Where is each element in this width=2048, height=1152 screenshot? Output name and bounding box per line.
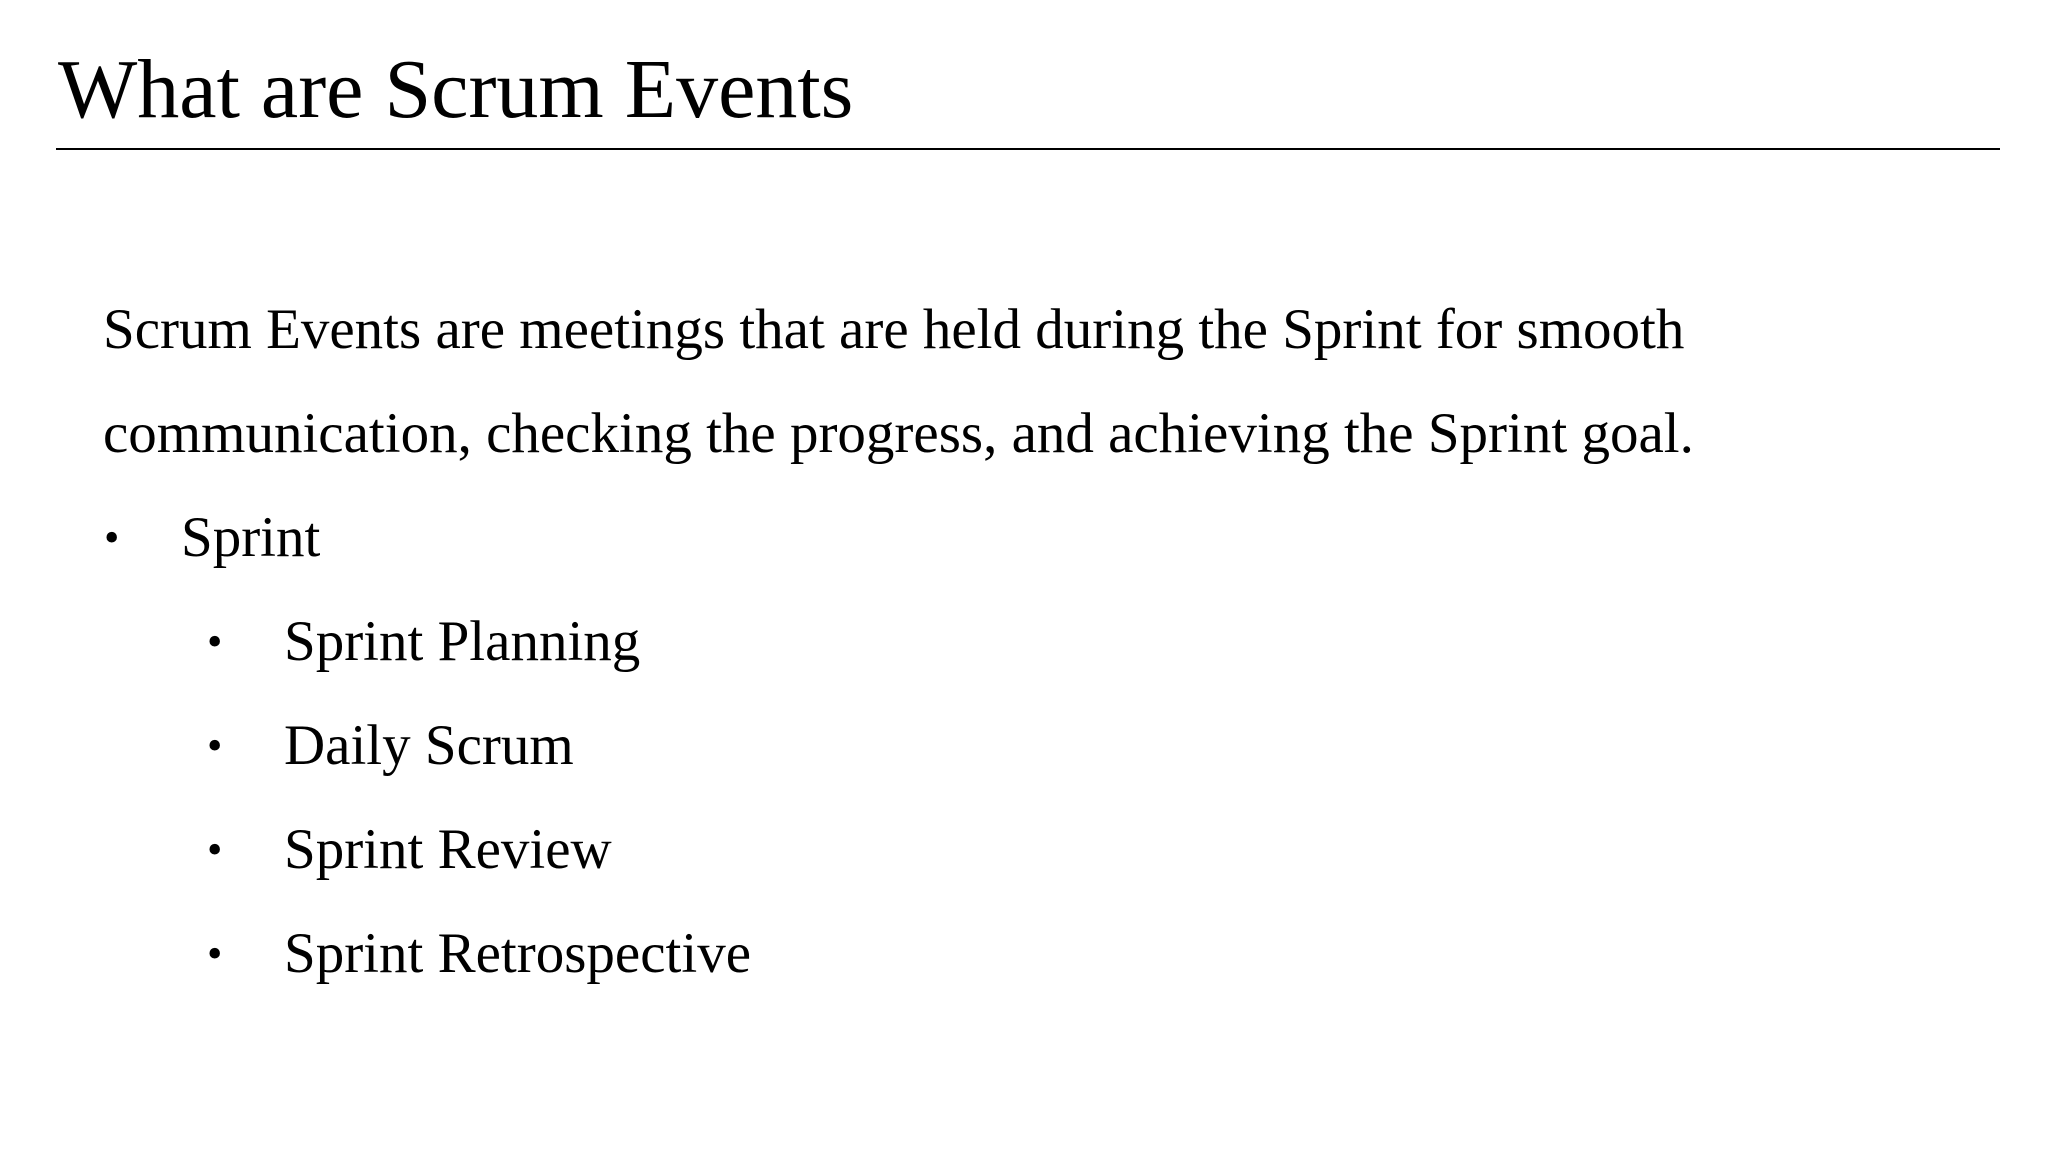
bullet-icon: • [207, 929, 223, 978]
title-divider [56, 148, 2000, 150]
list-item-label: Sprint Review [284, 818, 612, 881]
list-item-label: Sprint Planning [284, 610, 641, 673]
bullet-icon: • [207, 825, 223, 874]
intro-paragraph: Scrum Events are meetings that are held during the Sprint for smooth communication, checking the progress, and achieving the Sprint goal. [103, 298, 1694, 465]
bullet-icon: • [104, 513, 120, 562]
list-item-label: Sprint [181, 506, 321, 569]
bullet-icon: • [207, 721, 223, 770]
list-item-label: Daily Scrum [284, 714, 574, 777]
slide-title: What are Scrum Events [58, 43, 854, 136]
list-item-label: Sprint Retrospective [284, 922, 751, 985]
bullet-icon: • [207, 617, 223, 666]
